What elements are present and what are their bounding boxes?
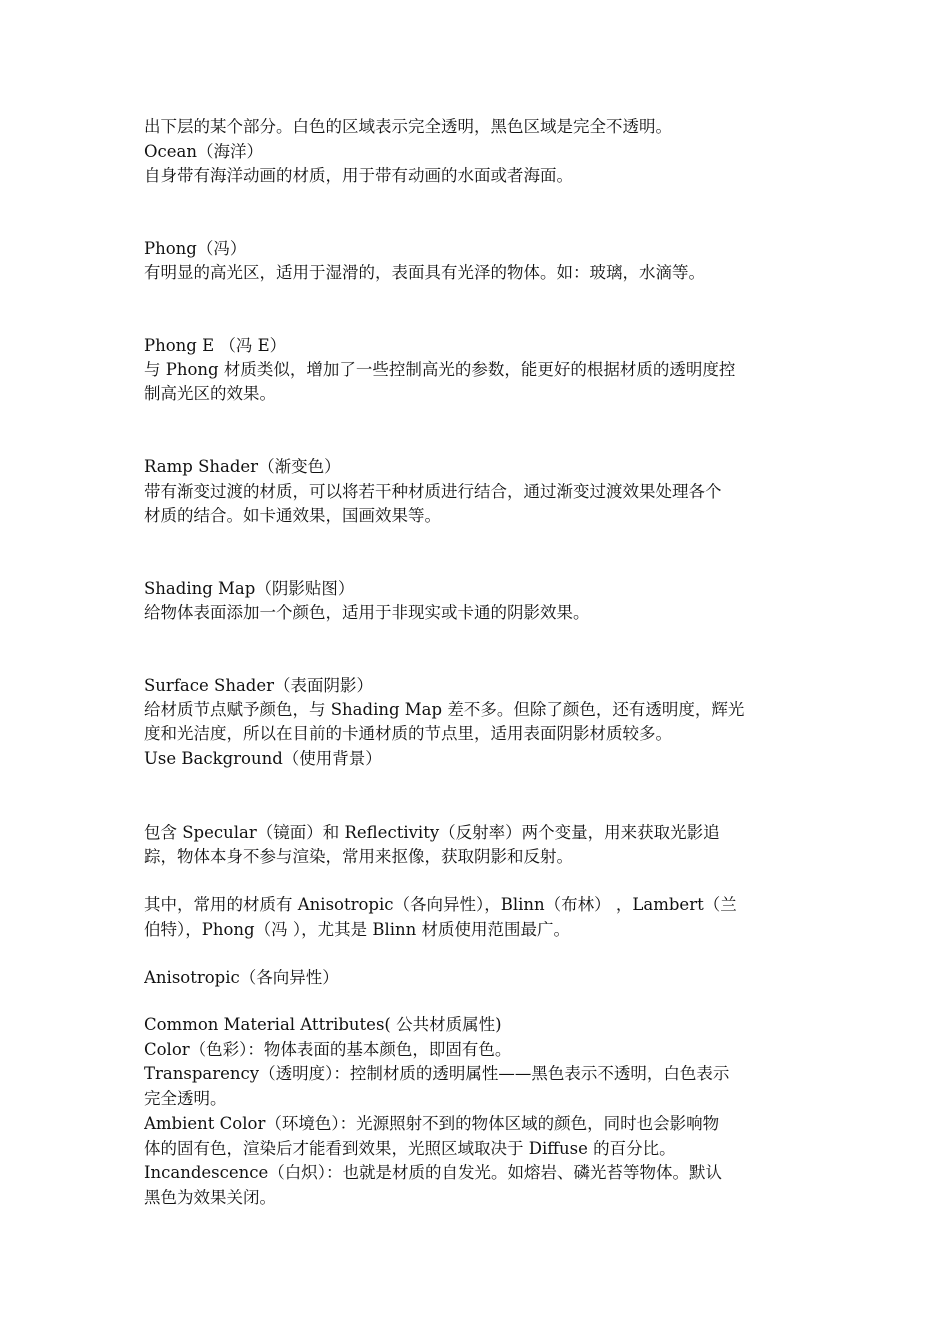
text-line: 度和光洁度，所以在目前的卡通材质的节点里，适用表面阴影材质较多。 <box>144 724 672 743</box>
text-line: 制高光区的效果。 <box>144 384 276 403</box>
heading-anisotropic: Anisotropic（各向异性） <box>144 968 339 987</box>
heading-surface-shader: Surface Shader（表面阴影） <box>144 676 373 695</box>
text-line: 完全透明。 <box>144 1089 227 1108</box>
heading-ocean: Ocean（海洋） <box>144 142 263 161</box>
text-line: 踪，物体本身不参与渲染，常用来抠像，获取阴影和反射。 <box>144 847 573 866</box>
text-line: Incandescence（白炽）：也就是材质的自发光。如熔岩、磷光苔等物体。默认 <box>144 1163 723 1182</box>
text-line: 材质的结合。如卡通效果，国画效果等。 <box>144 506 441 525</box>
text-line: 出下层的某个部分。白色的区域表示完全透明，黑色区域是完全不透明。 <box>144 117 672 136</box>
text-line: 给材质节点赋予颜色，与 Shading Map 差不多。但除了颜色，还有透明度，辉光 <box>144 700 745 719</box>
text-line: 自身带有海洋动画的材质，用于带有动画的水面或者海面。 <box>144 166 573 185</box>
text-line: Ambient Color（环境色）：光源照射不到的物体区域的颜色，同时也会影响物 <box>144 1114 720 1133</box>
text-line: 体的固有色，渲染后才能看到效果，光照区域取决于 Diffuse 的百分比。 <box>144 1139 676 1158</box>
text-line: 有明显的高光区，适用于湿滑的，表面具有光泽的物体。如：玻璃，水滴等。 <box>144 263 705 282</box>
text-line: 给物体表面添加一个颜色，适用于非现实或卡通的阴影效果。 <box>144 603 590 622</box>
text-line: Color（色彩）：物体表面的基本颜色，即固有色。 <box>144 1040 512 1059</box>
text-line: Transparency（透明度）：控制材质的透明属性——黑色表示不透明，白色表示 <box>144 1064 730 1083</box>
heading-use-background: Use Background（使用背景） <box>144 749 382 768</box>
heading-shading-map: Shading Map（阴影贴图） <box>144 579 355 598</box>
text-line: 黑色为效果关闭。 <box>144 1188 276 1207</box>
text-line: 带有渐变过渡的材质，可以将若干种材质进行结合，通过渐变过渡效果处理各个 <box>144 482 722 501</box>
text-line: 包含 Specular（镜面）和 Reflectivity（反射率）两个变量，用来获取光影追 <box>144 823 720 842</box>
text-line: 与 Phong 材质类似，增加了一些控制高光的参数，能更好的根据材质的透明度控 <box>144 360 736 379</box>
heading-ramp-shader: Ramp Shader（渐变色） <box>144 457 341 476</box>
text-line: 其中，常用的材质有 Anisotropic（各向异性），Blinn（布林） ，Lambert（兰 <box>144 895 737 914</box>
heading-phong: Phong（冯） <box>144 239 247 258</box>
heading-phong-e: Phong E （冯 E） <box>144 336 287 355</box>
text-line: 伯特），Phong（冯 ），尤其是 Blinn 材质使用范围最广。 <box>144 920 571 939</box>
heading-common-attributes: Common Material Attributes( 公共材质属性) <box>144 1015 502 1034</box>
